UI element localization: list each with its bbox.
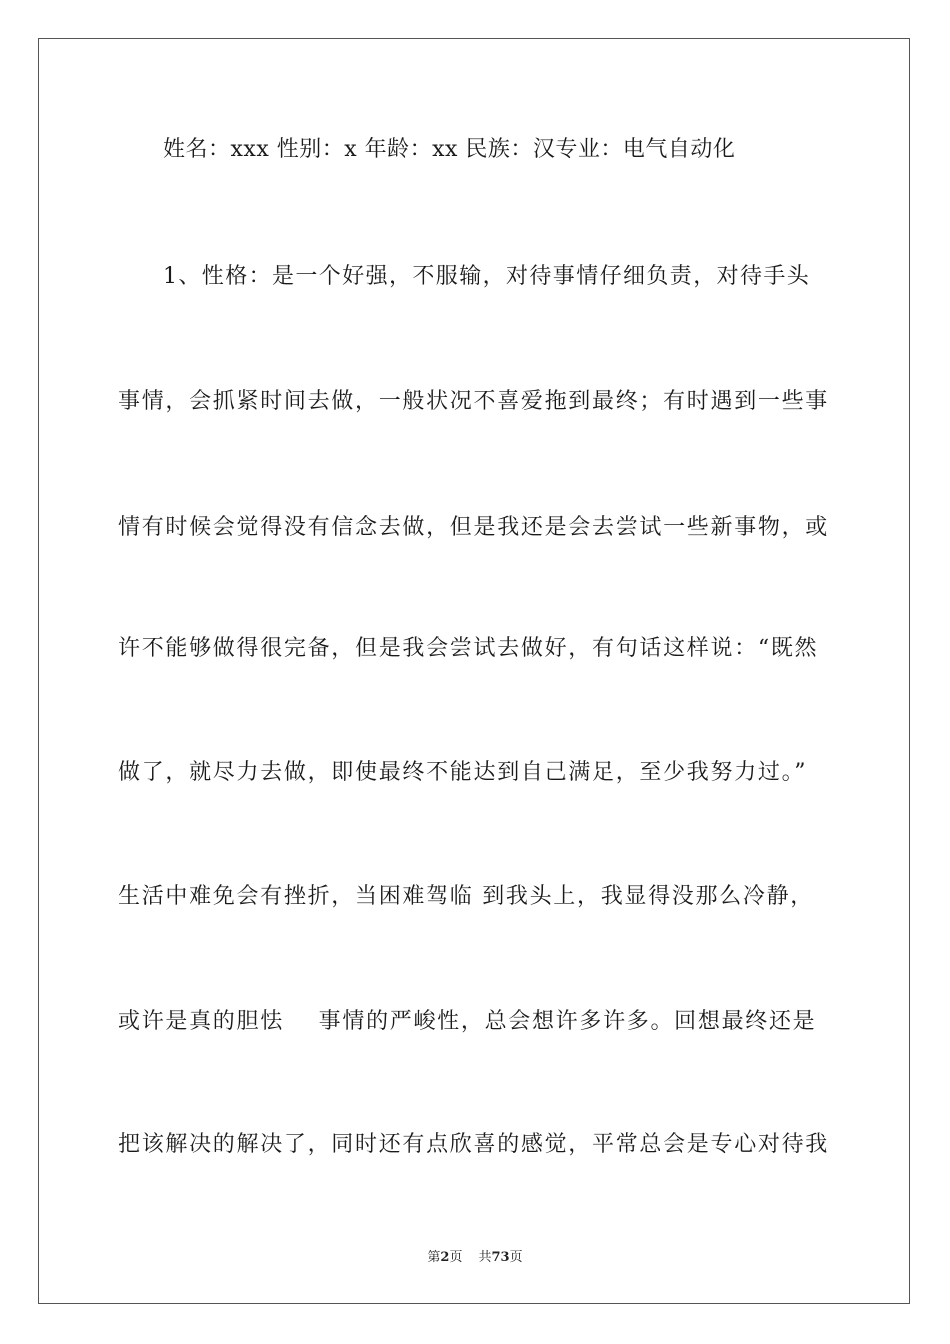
body-text-line: 生活中难免会有挫折，当困难驾临 到我头上，我显得没那么冷静， bbox=[118, 884, 814, 909]
body-text-line: 事情，会抓紧时间去做，一般状况不喜爱拖到最终；有时遇到一些事 bbox=[118, 389, 830, 414]
body-text-line: 做了，就尽力去做，即使最终不能达到自己满足，至少我努力过。” bbox=[118, 760, 808, 785]
page-footer bbox=[0, 1249, 950, 1267]
page-border bbox=[38, 38, 910, 1304]
page-number: 2 bbox=[440, 1250, 450, 1265]
total-prefix: 共 bbox=[478, 1250, 492, 1265]
body-text-line: 把该解决的解决了，同时还有点欣喜的感觉，平常总会是专心对待我 bbox=[118, 1132, 830, 1157]
body-text-line: 1、性格：是一个好强，不服输，对待事情仔细负责，对待手头 bbox=[163, 264, 811, 289]
total-suffix: 页 bbox=[509, 1250, 523, 1265]
personal-info-line: 姓名：xxx 性别：x 年龄：xx 民族：汉专业：电气自动化 bbox=[163, 137, 736, 162]
page-prefix: 第 bbox=[427, 1250, 441, 1265]
body-text-line: 许不能够做得很完备，但是我会尝试去做好，有句话这样说：“既然 bbox=[118, 636, 819, 661]
page-suffix: 页 bbox=[449, 1250, 463, 1265]
body-text-line: 或许是真的胆怯 事情的严峻性，总会想许多许多。回想最终还是 bbox=[118, 1009, 817, 1034]
total-pages: 73 bbox=[491, 1250, 510, 1265]
body-text-line: 情有时候会觉得没有信念去做，但是我还是会去尝试一些新事物，或 bbox=[118, 515, 830, 540]
